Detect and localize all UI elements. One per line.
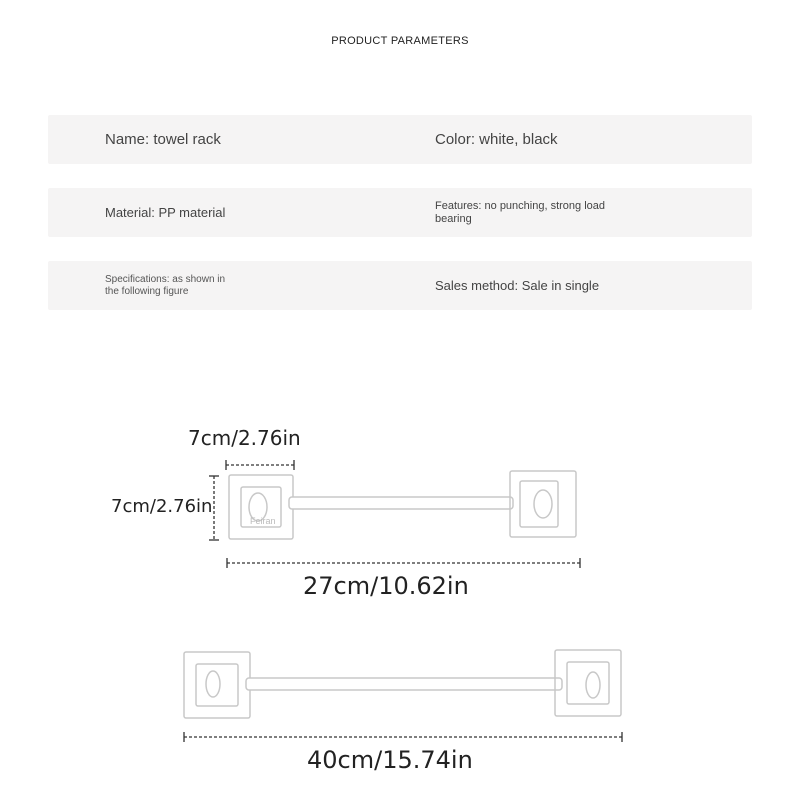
param-features: Features: no punching, strong load bearing: [435, 199, 606, 225]
right-bar-end: [534, 490, 552, 518]
brand-mark: Feiran: [250, 516, 276, 526]
param-specifications: Specifications: as shown in the following figure: [105, 273, 226, 297]
long-right-bar-end: [586, 672, 600, 698]
left-mount-plate: [229, 475, 293, 539]
param-material: Material: PP material: [105, 205, 226, 220]
short-bar: [289, 497, 513, 509]
long-rack-dimension-line: [184, 732, 622, 742]
page-title: PRODUCT PARAMETERS: [331, 35, 469, 47]
long-left-mount-plate: [184, 652, 250, 718]
short-rack-dimension-lines: [214, 465, 580, 563]
short-length-label: 27cm/10.62in: [303, 572, 469, 600]
long-left-bar-end: [206, 671, 220, 697]
short-rack-dimension-ticks: [209, 460, 580, 568]
long-left-mount-inner: [196, 664, 238, 706]
long-length-label: 40cm/15.74in: [307, 746, 473, 774]
param-sales-method: Sales method: Sale in single: [435, 278, 600, 293]
param-name: Name: towel rack: [105, 131, 221, 148]
short-towel-rack: [229, 471, 576, 539]
long-towel-rack: [184, 650, 621, 718]
param-color: Color: white, black: [435, 131, 558, 148]
small-height-label: 7cm/2.76in: [111, 496, 213, 517]
long-bar: [246, 678, 562, 690]
long-right-mount-plate: [555, 650, 621, 716]
long-right-mount-inner: [567, 662, 609, 704]
small-width-label: 7cm/2.76in: [188, 426, 301, 450]
